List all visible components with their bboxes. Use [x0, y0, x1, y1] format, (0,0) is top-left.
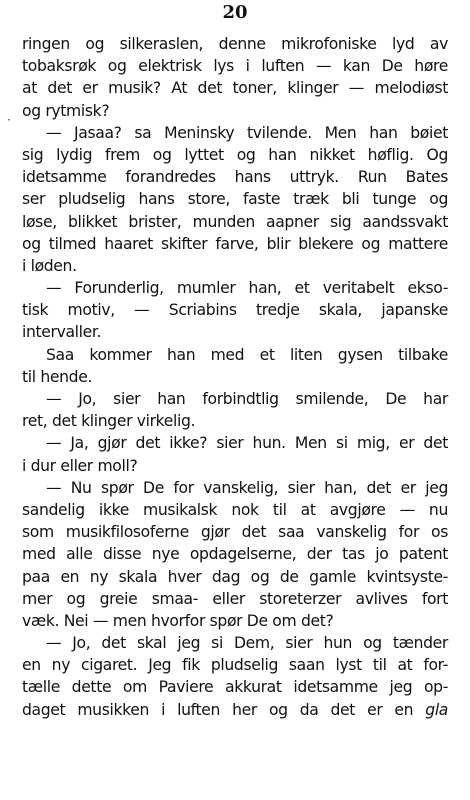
margin-mark: ·: [7, 113, 11, 127]
text-line: [22, 410, 448, 432]
body-text: [22, 33, 448, 721]
text-line-content: i dur eller moll?: [22, 456, 138, 475]
text-line: [22, 654, 448, 676]
text-line-content: daget musikken i luften her og da det er en: [22, 700, 414, 719]
text-line: [22, 477, 448, 499]
text-line-content: tælle dette om Paviere akkurat idetsamme jeg op-: [22, 678, 448, 697]
text-line-content: paa en ny skala hver dag og de gamle kvintsyste-: [22, 567, 448, 586]
text-line: [22, 699, 448, 721]
text-line-content: til hende.: [22, 367, 93, 386]
text-line-content: ser pludselig hans store, faste træk bli tunge og: [22, 190, 448, 209]
text-line-content: — Nu spør De for vanskelig, sier han, det er jeg: [46, 478, 448, 497]
text-line: [22, 100, 448, 122]
text-line-content: intervaller.: [22, 323, 102, 342]
text-line: [22, 543, 448, 565]
text-line: [22, 33, 448, 55]
text-line: [22, 432, 448, 454]
text-line: [22, 521, 448, 543]
text-line: [22, 588, 448, 610]
text-line: [22, 499, 448, 521]
text-line: [22, 676, 448, 698]
text-line-content: — Forunderlig, mumler han, et veritabelt ekso-: [46, 279, 448, 298]
text-line-content: med alle disse nye opdagelserne, der tas jo patent: [22, 545, 448, 564]
text-line: [22, 55, 448, 77]
text-line-content: sandelig ikke musikalsk nok til at avgjøre — nu: [22, 500, 448, 519]
page-number: 20: [222, 2, 248, 23]
text-line: [22, 455, 448, 477]
text-line-content: — Ja, gjør det ikke? sier hun. Men si mig, er det: [46, 434, 448, 453]
text-line: [22, 366, 448, 388]
text-line: [22, 166, 448, 188]
text-line: [22, 211, 448, 233]
text-line-content: tisk motiv, — Scriabins tredje skala, japanske: [22, 301, 448, 320]
text-line: [22, 144, 448, 166]
text-line-content: — Jasaa? sa Meninsky tvilende. Men han bøiet: [46, 123, 448, 142]
text-line: [22, 388, 448, 410]
text-line-content: — Jo, det skal jeg si Dem, sier hun og tænder: [46, 634, 448, 653]
italic-tail-word: gla: [425, 700, 449, 719]
text-line: [22, 255, 448, 277]
text-line-content: væk. Nei — men hvorfor spør De om det?: [22, 611, 334, 630]
text-line-content: og rytmisk?: [22, 101, 110, 120]
text-line: [22, 188, 448, 210]
text-line-content: — Jo, sier han forbindtlig smilende, De har: [46, 390, 448, 408]
text-line-content: mer og greie smaa- eller storeterzer avlives fort: [22, 589, 448, 608]
text-line-content: løse, blikket brister, munden aapner sig aandssvakt: [22, 212, 448, 231]
text-line-content: ringen og silkeraslen, denne mikrofoniske lyd av: [22, 35, 448, 53]
text-line-content: at det er musik? At det toner, klinger — melodiøst: [22, 79, 448, 98]
text-line-content: som musikfilosoferne gjør det saa vanskelig for os: [22, 523, 448, 542]
text-line-content: idetsamme forandredes hans uttryk. Run Bates: [22, 168, 448, 187]
text-line: [22, 277, 448, 299]
text-line: [22, 610, 448, 632]
text-line: [22, 566, 448, 588]
text-line: [22, 344, 448, 366]
text-line-content: en ny cigaret. Jeg fik pludselig saan lyst til at for-: [22, 656, 448, 675]
text-line: [22, 77, 448, 99]
text-line-content: Saa kommer han med et liten gysen tilbake: [46, 345, 448, 364]
text-line-content: tobaksrøk og elektrisk lys i luften — kan De høre: [22, 57, 448, 76]
text-line-content: ret, det klinger virkelig.: [22, 412, 196, 431]
text-line-content: sig lydig frem og lyttet og han nikket høflig. Og: [22, 145, 448, 164]
text-line: [22, 233, 448, 255]
text-line-content: og tilmed haaret skifter farve, blir blekere og mattere: [22, 234, 448, 253]
text-line: [22, 632, 448, 654]
text-line: [22, 299, 448, 321]
text-line: [22, 122, 448, 144]
text-line: [22, 321, 448, 343]
text-line-content: i løden.: [22, 256, 77, 275]
